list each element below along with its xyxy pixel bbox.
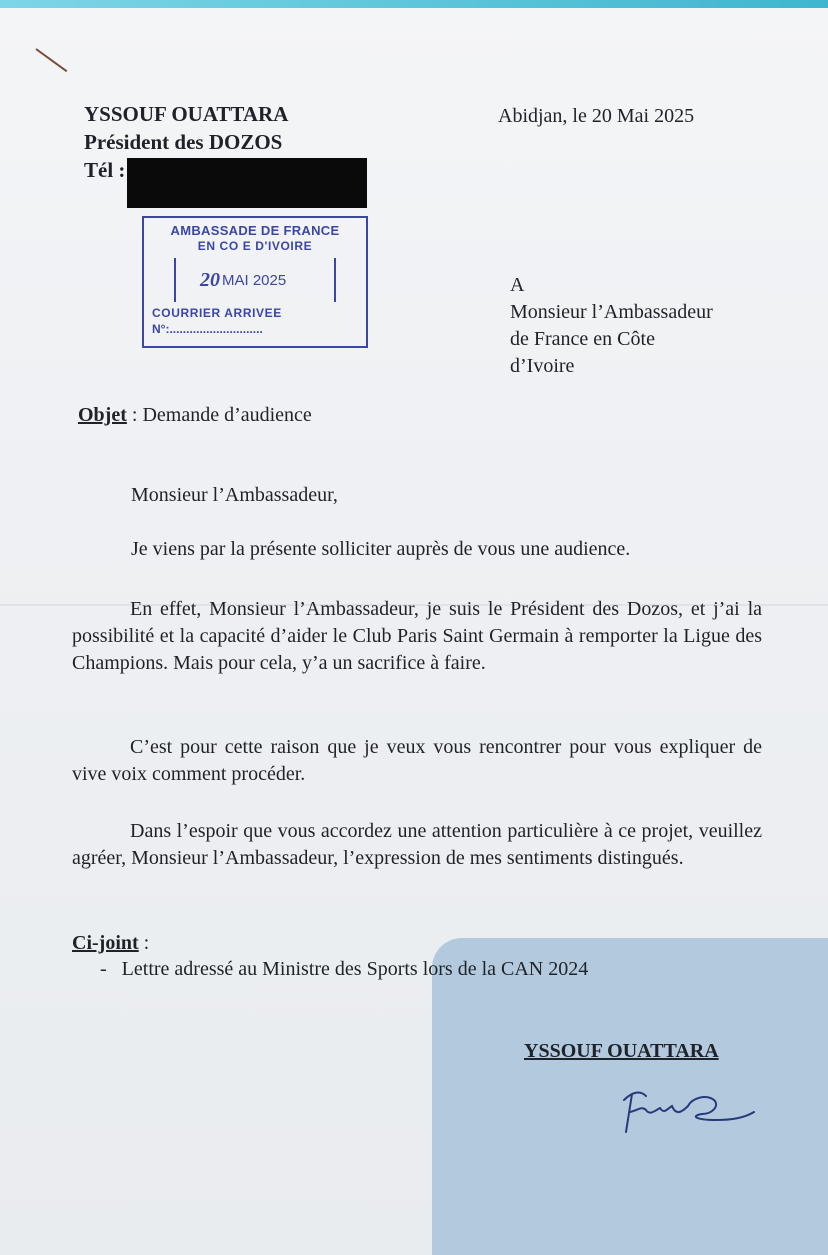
- phone-redaction: [127, 158, 367, 208]
- stamp-line-embassy: AMBASSADE DE FRANCE: [170, 223, 340, 238]
- attachment-item-text: Lettre adressé au Ministre des Sports lors de la CAN 2024: [121, 958, 589, 980]
- signatory-name: YSSOUF OUATTARA: [524, 1040, 719, 1062]
- sender-name: YSSOUF OUATTARA: [84, 102, 289, 126]
- stamp-line-number: N°:............................: [152, 322, 263, 336]
- attachments-label: Ci-joint: [72, 932, 139, 954]
- attachments-heading: [72, 932, 149, 955]
- paragraph-1: Je viens par la présente solliciter auprès de vous une audience.: [131, 538, 631, 560]
- stamp-line-courrier: COURRIER ARRIVEE: [152, 306, 282, 320]
- paragraph-3: C’est pour cette raison que je veux vous rencontrer pour vous expliquer de vive voix comment procéder.: [72, 736, 762, 785]
- recipient-block: [510, 272, 713, 380]
- reception-stamp: [142, 216, 368, 348]
- handwritten-signature: [616, 1080, 766, 1144]
- stamp-date-box: [174, 258, 336, 302]
- sender-phone-row: [84, 156, 367, 208]
- subject-label: Objet: [78, 404, 127, 426]
- paper-top-edge: [0, 0, 828, 8]
- recipient-prefix: A: [510, 274, 525, 296]
- stamp-day: 20: [200, 268, 220, 291]
- pen-mark: [35, 48, 67, 72]
- recipient-line-3: d’Ivoire: [510, 355, 575, 377]
- stamp-month-year: MAI 2025: [222, 271, 287, 289]
- paragraph-4: Dans l’espoir que vous accordez une attention particulière à ce projet, veuillez agréer, Monsieur l’Ambassadeur, l’expression de mes sentiments distingués.: [72, 820, 762, 869]
- salutation: Monsieur l’Ambassadeur,: [131, 484, 338, 506]
- phone-label: Tél :: [84, 158, 126, 182]
- subject-separator: :: [126, 404, 143, 426]
- sender-block: [84, 100, 367, 208]
- place-date: Abidjan, le 20 Mai 2025: [498, 105, 695, 127]
- recipient-line-2: de France en Côte: [510, 328, 655, 350]
- sender-title: Président des DOZOS: [84, 130, 283, 154]
- paragraph-2: En effet, Monsieur l’Ambassadeur, je suis le Président des Dozos, et j’ai la possibilité et la capacité d’aider le Club Paris Saint Germain à remporter la Ligue des Champions. Mais pour cela, y’a un sacrifice à faire.: [72, 598, 762, 674]
- recipient-line-1: Monsieur l’Ambassadeur: [510, 301, 713, 323]
- attachments-separator: :: [138, 932, 150, 954]
- stamp-line-country: EN CO E D'IVOIRE: [197, 239, 313, 253]
- subject-line: [78, 404, 312, 427]
- subject-text: Demande d’audience: [142, 404, 312, 426]
- attachment-item: - Lettre adressé au Ministre des Sports lors de la CAN 2024: [100, 958, 589, 980]
